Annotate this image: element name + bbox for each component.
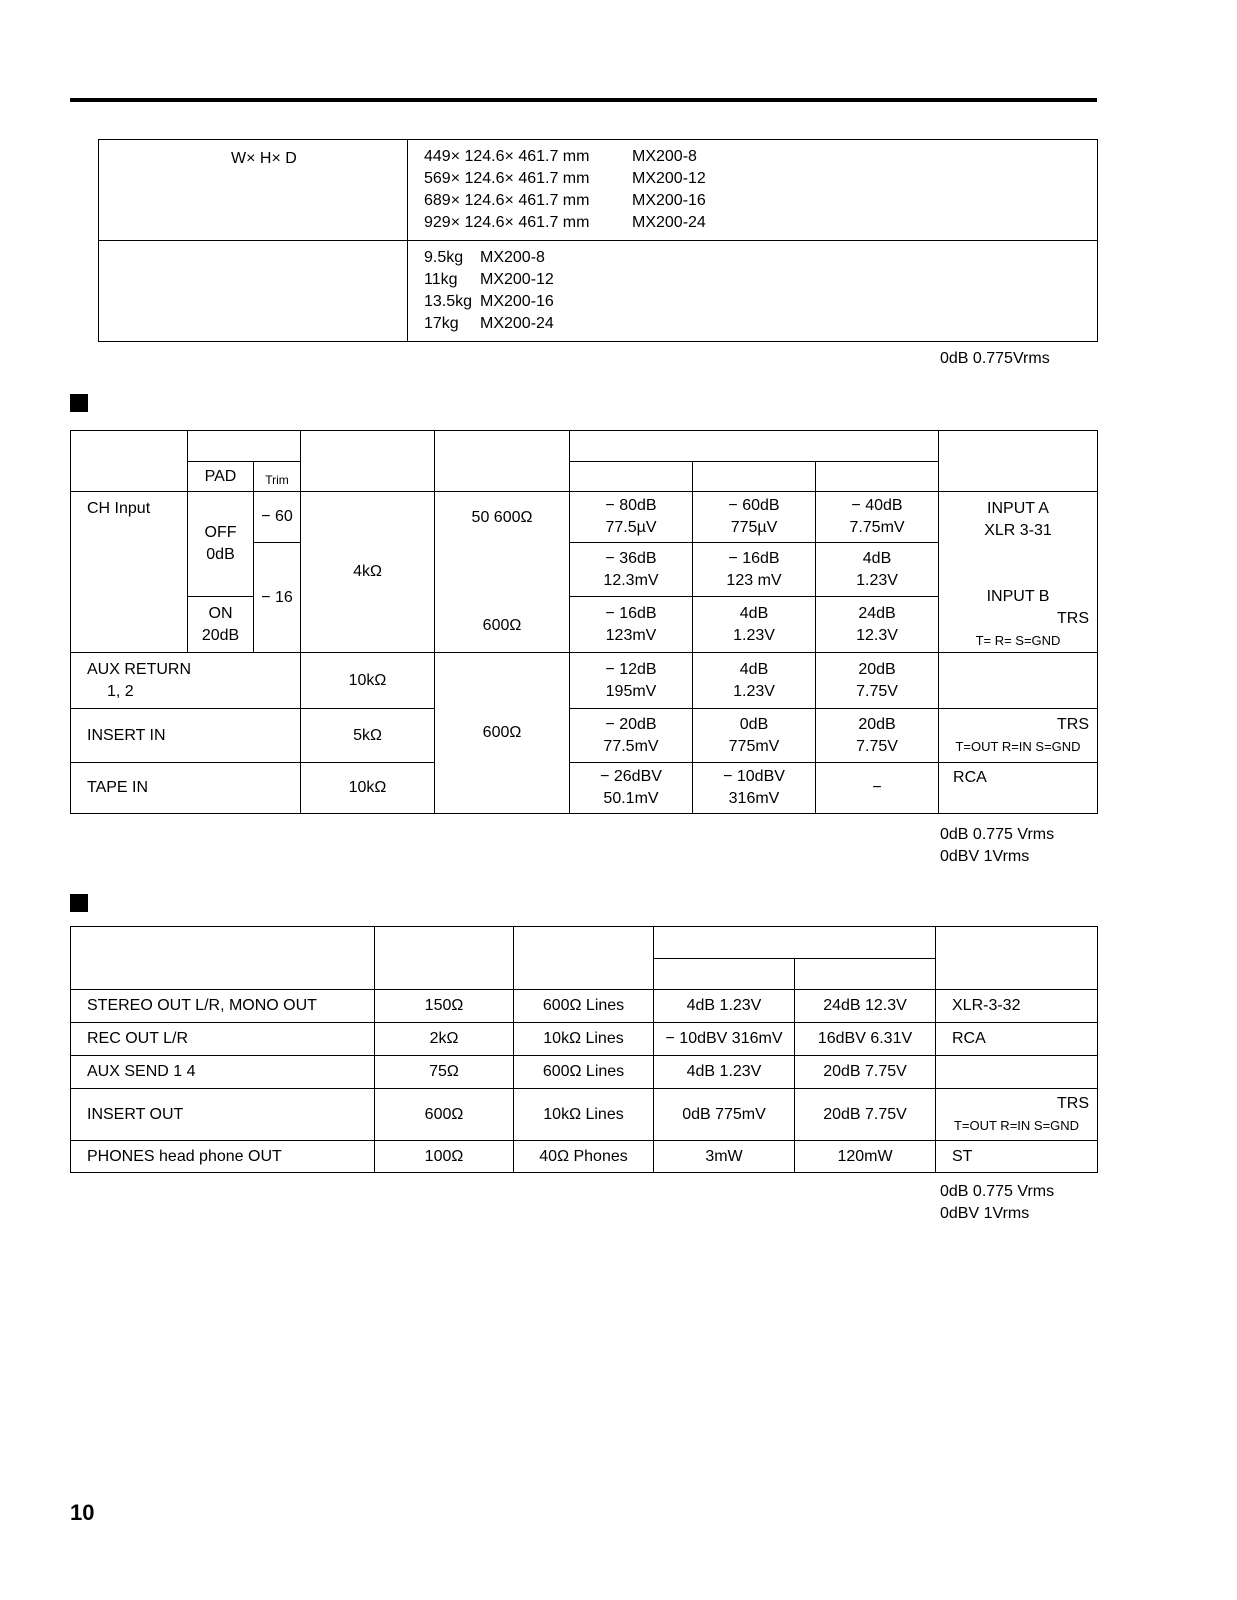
weight-value: 13.5kg [424,293,473,310]
dimensions-model: MX200-24 [632,214,706,231]
out-max: 24dB 12.3V [795,990,936,1023]
table-row [71,1141,1098,1173]
level-volt: 1.23V [856,571,898,589]
level-volt: 123mV [605,626,657,644]
insert-in-label: INSERT IN [71,709,301,763]
header-sensitivity [570,462,693,492]
pad-on: ON [208,604,233,622]
note-line: 0dB 0.775 Vrms [940,826,1055,843]
level-db: − 60dB [728,497,780,514]
pad-header: PAD [188,462,254,492]
reference-note [940,1181,1054,1225]
header-level-cell [570,431,939,462]
level-cell [570,543,693,597]
weight-row [424,247,1097,269]
insert-in-conn-pin: T=OUT R=IN S=GND [955,738,1081,754]
dimensions-table [98,139,1098,342]
pad-off: OFF [204,524,237,541]
header-impedance-cell [301,431,435,462]
trim-header: Trim [254,462,301,492]
dimensions-values-cell [408,140,1098,241]
weight-model: MX200-24 [480,315,554,332]
dimensions-size: 689× 124.6× 461.7 mm [424,192,590,209]
output-spec-table [70,926,1098,1173]
aux-return-label-cell [71,653,301,709]
level-volt: 1.23V [733,682,775,700]
level-db: − 10dBV [723,768,785,785]
out-max: 16dBV 6.31V [795,1023,936,1056]
out-impedance: 2kΩ [375,1023,514,1056]
dimensions-model: MX200-12 [632,170,706,187]
ch-source-1: 50 600Ω [471,509,533,526]
reference-note [940,824,1054,868]
level-cell [693,492,816,543]
dimensions-size: 569× 124.6× 461.7 mm [424,170,590,187]
note-line: 0dB 0.775 Vrms [940,1183,1055,1200]
weight-model: MX200-16 [480,293,554,310]
weight-value: 11kg [424,271,458,288]
ch-connector-cell [939,492,1098,653]
out-name: AUX SEND 1 4 [71,1056,375,1089]
weight-model: MX200-8 [480,249,545,266]
level-db: − 80dB [605,497,657,514]
pad-off-db: 0dB [206,546,235,563]
level-volt: 12.3mV [603,571,659,589]
level-db: − 36dB [605,549,657,567]
tape-in-impedance: 10kΩ [301,763,435,814]
conn-input-b-type: TRS [1057,610,1090,627]
page-number: 10 [70,1500,95,1525]
level-cell [570,709,693,763]
level-db: − 40dB [851,497,903,514]
out-load: 40Ω Phones [514,1141,654,1173]
out-header-nominal [654,959,795,990]
dimensions-size: 929× 124.6× 461.7 mm [424,214,590,231]
header-source-cell [435,431,570,462]
weight-value: 17kg [424,315,459,332]
out-connector [936,1141,1098,1173]
out-impedance: 75Ω [375,1056,514,1089]
other-source: 600Ω [435,653,570,814]
dimensions-row [424,168,1097,190]
out-max: 120mW [795,1141,936,1173]
level-db: − 16dB [605,604,657,622]
section-square-icon [70,894,88,912]
ch-source-spacer [435,561,569,615]
footer-remark [100,1232,700,1254]
conn-input-b-pin: T= R= S=GND [975,633,1061,648]
dimensions-row [424,212,1097,234]
out-nominal: 3mW [654,1141,795,1173]
pad-on-cell [188,597,254,653]
level-volt: 316mV [728,790,780,807]
table-row [71,1089,1098,1141]
out-nominal: 4dB 1.23V [654,990,795,1023]
aux-return-impedance: 10kΩ [301,653,435,709]
section-heading-input [70,394,250,416]
level-cell [816,492,939,543]
out-conn-type: RCA [952,1030,986,1047]
conn-input-a-type: XLR 3-31 [984,522,1052,539]
dimensions-label-cell [99,140,408,241]
level-volt: 775µV [730,519,778,536]
out-conn-type: ST [952,1147,973,1165]
conn-input-b: INPUT B [986,588,1050,605]
header-impedance-sub [301,462,435,492]
tape-in-label: TAPE IN [71,763,301,814]
level-volt: 77.5mV [603,737,659,755]
out-header-impedance [375,927,514,990]
weight-values-cell [408,241,1098,342]
input-spec-table [70,430,1098,814]
level-db: − 16dB [728,549,780,567]
out-connector [936,1023,1098,1056]
out-header-level [654,927,936,959]
out-name: PHONES head phone OUT [71,1141,375,1173]
level-cell [570,597,693,653]
dimensions-model: MX200-16 [632,192,706,209]
trim-max: − 16 [254,543,301,653]
level-cell [570,492,693,543]
out-impedance: 150Ω [375,990,514,1023]
out-impedance: 100Ω [375,1141,514,1173]
level-volt: 12.3V [856,626,898,644]
out-conn-type: TRS [1057,1094,1089,1112]
level-cell: − [816,763,939,814]
out-connector [936,990,1098,1023]
dimensions-row [424,190,1097,212]
weight-row [424,291,1097,313]
out-load: 600Ω Lines [514,1056,654,1089]
header-max [816,462,939,492]
ch-impedance: 4kΩ [301,492,435,653]
aux-return-connector [939,653,1098,709]
conn-input-a: INPUT A [987,500,1049,517]
out-name: INSERT OUT [71,1089,375,1141]
level-db: − 12dB [605,660,657,678]
aux-return-ch: 1, 2 [107,682,134,700]
out-header-load [514,927,654,990]
level-volt: 77.5µV [605,519,657,536]
level-volt: 775mV [728,737,780,755]
table-row [71,1023,1098,1056]
out-name: REC OUT L/R [71,1023,375,1056]
weight-row [424,313,1097,335]
level-volt: 123 mV [726,571,782,589]
reference-note: 0dB 0.775Vrms [940,350,1050,367]
note-line: 0dBV 1Vrms [940,1205,1030,1222]
note-line: 0dBV 1Vrms [940,848,1030,865]
level-volt: 7.75V [856,682,898,700]
weight-model: MX200-12 [480,271,554,288]
header-nominal [693,462,816,492]
weight-label-cell [99,241,408,342]
tape-in-connector: RCA [939,763,1098,814]
weight-value: 9.5kg [424,249,464,266]
out-max: 20dB 7.75V [795,1056,936,1089]
level-cell [816,597,939,653]
level-db: 24dB [858,604,896,622]
out-max: 20dB 7.75V [795,1089,936,1141]
ch-source-cell [435,492,570,653]
dimensions-size: 449× 124.6× 461.7 mm [424,148,590,165]
trim-min: − 60 [254,492,301,543]
level-cell [693,763,816,814]
out-impedance: 600Ω [375,1089,514,1141]
section-square-icon [70,394,88,412]
dimensions-label: W× H× D [231,150,297,167]
dimensions-row [424,146,1097,168]
level-volt: 50.1mV [603,790,659,807]
level-db: 20dB [858,660,896,678]
out-load: 10kΩ Lines [514,1089,654,1141]
out-load: 600Ω Lines [514,990,654,1023]
out-nominal: 4dB 1.23V [654,1056,795,1089]
level-cell [570,653,693,709]
level-volt: 1.23V [733,626,775,644]
out-conn-type: XLR-3-32 [952,997,1021,1014]
level-db: 4dB [739,660,769,678]
level-cell [816,709,939,763]
top-rule [70,98,1097,102]
level-volt: 195mV [605,682,657,700]
table-row [71,990,1098,1023]
level-db: 20dB [858,715,896,733]
level-cell [693,709,816,763]
weight-row [424,269,1097,291]
section-heading-output [70,894,250,916]
out-header-name [71,927,375,990]
header-connector-cell [939,431,1098,492]
level-db: 0dB [739,715,769,733]
out-load: 10kΩ Lines [514,1023,654,1056]
level-cell [693,597,816,653]
dimensions-model: MX200-8 [632,148,697,165]
out-nominal: 0dB 775mV [654,1089,795,1141]
level-cell [816,543,939,597]
out-header-connector [936,927,1098,990]
header-gain-cell [188,431,301,462]
out-connector [936,1089,1098,1141]
level-db: 4dB [739,604,769,622]
out-name: STEREO OUT L/R, MONO OUT [71,990,375,1023]
aux-return-label: AUX RETURN [87,660,192,678]
conn-spacer [939,542,1097,586]
insert-in-conn-type: TRS [1057,715,1090,733]
header-source-sub [435,462,570,492]
insert-in-connector [939,709,1098,763]
insert-in-impedance: 5kΩ [301,709,435,763]
out-conn-pin: T=OUT R=IN S=GND [953,1117,1080,1133]
level-volt: 7.75mV [849,519,905,536]
out-connector [936,1056,1098,1089]
table-row [71,1056,1098,1089]
level-db: − 26dBV [600,768,662,785]
level-cell [816,653,939,709]
level-cell [570,763,693,814]
ch-input-label: CH Input [71,492,188,653]
pad-off-cell [188,492,254,597]
out-nominal: − 10dBV 316mV [654,1023,795,1056]
level-cell [693,543,816,597]
pad-on-db: 20dB [201,626,240,644]
ch-source-2: 600Ω [482,617,522,634]
level-volt: 7.75V [856,737,898,755]
level-db: − 20dB [605,715,657,733]
level-cell [693,653,816,709]
level-db: 4dB [862,549,892,567]
out-header-max [795,959,936,990]
header-name-cell [71,431,188,492]
